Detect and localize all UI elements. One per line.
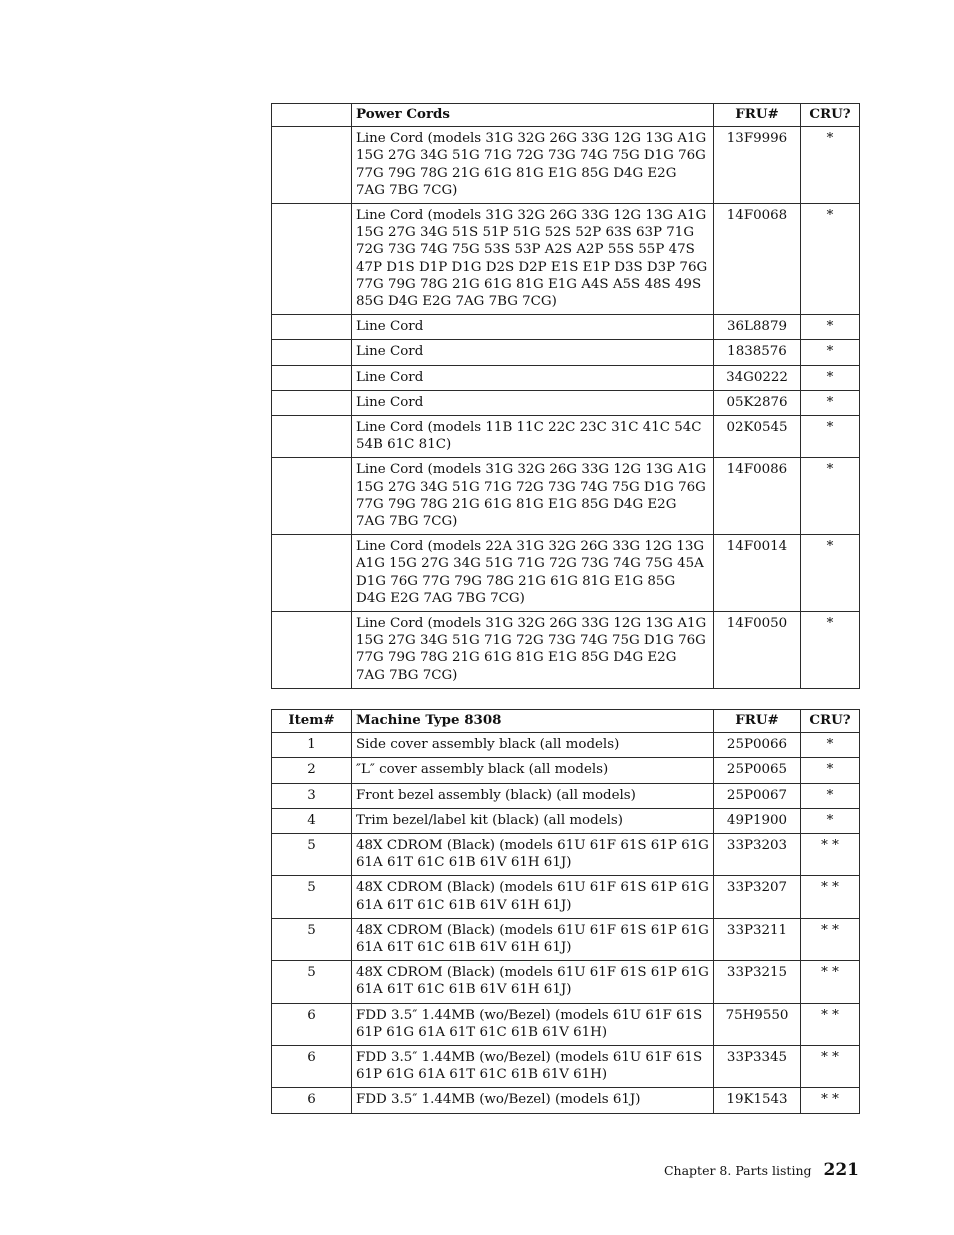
table-row (272, 876, 860, 918)
cru-cell: * (801, 783, 860, 808)
table-row (272, 416, 860, 458)
fru-cell: 25P0067 (714, 783, 801, 808)
item-cell: 6 (272, 1003, 352, 1045)
description-cell: Line Cord (models 31G 32G 26G 33G 12G 13G A1G 15G 27G 34G 51G 71G 72G 73G 74G 75G D1G 76G 77G 79G 78G 21G 61G 81G E1G 85G D4G E2G 7AG 7BG 7CG) (352, 127, 714, 204)
cru-cell: * * (801, 1046, 860, 1088)
table-row (272, 204, 860, 315)
description-cell: FDD 3.5″ 1.44MB (wo/Bezel) (models 61J) (352, 1088, 714, 1113)
description-cell: FDD 3.5″ 1.44MB (wo/Bezel) (models 61U 61F 61S 61P 61G 61A 61T 61C 61B 61V 61H) (352, 1046, 714, 1088)
item-cell (272, 612, 352, 689)
description-cell: Trim bezel/label kit (black) (all models) (352, 808, 714, 833)
cru-cell: * (801, 733, 860, 758)
fru-cell: 1838576 (714, 340, 801, 365)
item-cell: 1 (272, 733, 352, 758)
table-row (272, 390, 860, 415)
table-row (272, 961, 860, 1003)
item-cell (272, 390, 352, 415)
fru-cell: 19K1543 (714, 1088, 801, 1113)
fru-cell: 25P0065 (714, 758, 801, 783)
item-column-header (272, 104, 352, 127)
table-row (272, 340, 860, 365)
description-cell: 48X CDROM (Black) (models 61U 61F 61S 61P 61G 61A 61T 61C 61B 61V 61H 61J) (352, 834, 714, 876)
cru-cell: * * (801, 876, 860, 918)
machine-type-table-body (272, 733, 860, 1113)
description-cell: ″L″ cover assembly black (all models) (352, 758, 714, 783)
description-column-header: Power Cords (352, 104, 714, 127)
item-cell (272, 535, 352, 612)
fru-cell: 14F0068 (714, 204, 801, 315)
item-cell (272, 127, 352, 204)
table-row (272, 918, 860, 960)
item-cell (272, 365, 352, 390)
cru-cell: * (801, 458, 860, 535)
fru-cell: 14F0086 (714, 458, 801, 535)
fru-cell: 34G0222 (714, 365, 801, 390)
cru-cell: * * (801, 1088, 860, 1113)
table-header-row (272, 104, 860, 127)
fru-cell: 25P0066 (714, 733, 801, 758)
item-cell: 5 (272, 876, 352, 918)
item-cell (272, 315, 352, 340)
description-cell: Front bezel assembly (black) (all models) (352, 783, 714, 808)
fru-cell: 14F0050 (714, 612, 801, 689)
description-cell: Line Cord (models 31G 32G 26G 33G 12G 13G A1G 15G 27G 34G 51S 51P 51G 52S 52P 63S 63P 71G 72G 73G 74G 75G 53S 53P A2S A2P 55S 55P 47S 47P D1S D1P D1G D2S D2P E1S E1P D3S D3P 76G 77G 79G 78G 21G 61G 81G E1G A4S A5S 48S 49S 85G D4G E2G 7AG 7BG 7CG) (352, 204, 714, 315)
item-cell (272, 204, 352, 315)
description-cell: Line Cord (352, 365, 714, 390)
table-row (272, 365, 860, 390)
table-row (272, 127, 860, 204)
description-cell: Line Cord (352, 315, 714, 340)
description-cell: FDD 3.5″ 1.44MB (wo/Bezel) (models 61U 61F 61S 61P 61G 61A 61T 61C 61B 61V 61H) (352, 1003, 714, 1045)
chapter-title: Chapter 8. Parts listing (663, 1163, 812, 1178)
item-column-header: Item# (272, 710, 352, 733)
description-cell: Line Cord (models 11B 11C 22C 23C 31C 41C 54C 54B 61C 81C) (352, 416, 714, 458)
table-row (272, 808, 860, 833)
item-cell: 5 (272, 834, 352, 876)
item-cell: 5 (272, 961, 352, 1003)
cru-cell: * (801, 390, 860, 415)
fru-cell: 13F9996 (714, 127, 801, 204)
cru-cell: * * (801, 918, 860, 960)
table-row (272, 783, 860, 808)
item-cell: 4 (272, 808, 352, 833)
page-footer (600, 1160, 859, 1180)
description-cell: Line Cord (models 22A 31G 32G 26G 33G 12G 13G A1G 15G 27G 34G 51G 71G 72G 73G 74G 75G 45A D1G 76G 77G 79G 78G 21G 61G 81G E1G 85G D4G E2G 7AG 7BG 7CG) (352, 535, 714, 612)
power-cords-table-body (272, 127, 860, 689)
table-row (272, 1003, 860, 1045)
fru-cell: 75H9550 (714, 1003, 801, 1045)
cru-cell: * (801, 204, 860, 315)
description-cell: 48X CDROM (Black) (models 61U 61F 61S 61P 61G 61A 61T 61C 61B 61V 61H 61J) (352, 876, 714, 918)
cru-cell: * (801, 315, 860, 340)
cru-cell: * (801, 340, 860, 365)
table-row (272, 1046, 860, 1088)
description-column-header: Machine Type 8308 (352, 710, 714, 733)
cru-cell: * (801, 127, 860, 204)
table-row (272, 535, 860, 612)
fru-cell: 49P1900 (714, 808, 801, 833)
fru-cell: 33P3211 (714, 918, 801, 960)
fru-cell: 33P3207 (714, 876, 801, 918)
table-row (272, 758, 860, 783)
fru-cell: 33P3203 (714, 834, 801, 876)
cru-cell: * (801, 535, 860, 612)
table-row (272, 733, 860, 758)
cru-cell: * * (801, 1003, 860, 1045)
item-cell (272, 340, 352, 365)
cru-cell: * * (801, 961, 860, 1003)
description-cell: 48X CDROM (Black) (models 61U 61F 61S 61P 61G 61A 61T 61C 61B 61V 61H 61J) (352, 918, 714, 960)
table-row (272, 612, 860, 689)
item-cell: 5 (272, 918, 352, 960)
description-cell: Line Cord (352, 340, 714, 365)
fru-cell: 36L8879 (714, 315, 801, 340)
cru-cell: * (801, 416, 860, 458)
description-cell: Line Cord (352, 390, 714, 415)
cru-cell: * * (801, 834, 860, 876)
cru-cell: * (801, 808, 860, 833)
fru-cell: 02K0545 (714, 416, 801, 458)
cru-cell: * (801, 612, 860, 689)
item-cell: 2 (272, 758, 352, 783)
item-cell: 6 (272, 1088, 352, 1113)
description-cell: Side cover assembly black (all models) (352, 733, 714, 758)
fru-cell: 05K2876 (714, 390, 801, 415)
page-number: 221 (823, 1160, 859, 1180)
item-cell: 3 (272, 783, 352, 808)
fru-cell: 14F0014 (714, 535, 801, 612)
description-cell: Line Cord (models 31G 32G 26G 33G 12G 13G A1G 15G 27G 34G 51G 71G 72G 73G 74G 75G D1G 76G 77G 79G 78G 21G 61G 81G E1G 85G D4G E2G 7AG 7BG 7CG) (352, 612, 714, 689)
description-cell: 48X CDROM (Black) (models 61U 61F 61S 61P 61G 61A 61T 61C 61B 61V 61H 61J) (352, 961, 714, 1003)
item-cell: 6 (272, 1046, 352, 1088)
fru-cell: 33P3215 (714, 961, 801, 1003)
machine-type-table (271, 709, 860, 1114)
description-cell: Line Cord (models 31G 32G 26G 33G 12G 13G A1G 15G 27G 34G 51G 71G 72G 73G 74G 75G D1G 76G 77G 79G 78G 21G 61G 81G E1G 85G D4G E2G 7AG 7BG 7CG) (352, 458, 714, 535)
cru-column-header: CRU? (801, 104, 860, 127)
cru-column-header: CRU? (801, 710, 860, 733)
item-cell (272, 458, 352, 535)
table-row (272, 834, 860, 876)
fru-column-header: FRU# (714, 710, 801, 733)
table-row (272, 458, 860, 535)
table-row (272, 1088, 860, 1113)
item-cell (272, 416, 352, 458)
cru-cell: * (801, 365, 860, 390)
fru-cell: 33P3345 (714, 1046, 801, 1088)
power-cords-table (271, 103, 860, 689)
table-row (272, 315, 860, 340)
table-header-row (272, 710, 860, 733)
cru-cell: * (801, 758, 860, 783)
fru-column-header: FRU# (714, 104, 801, 127)
